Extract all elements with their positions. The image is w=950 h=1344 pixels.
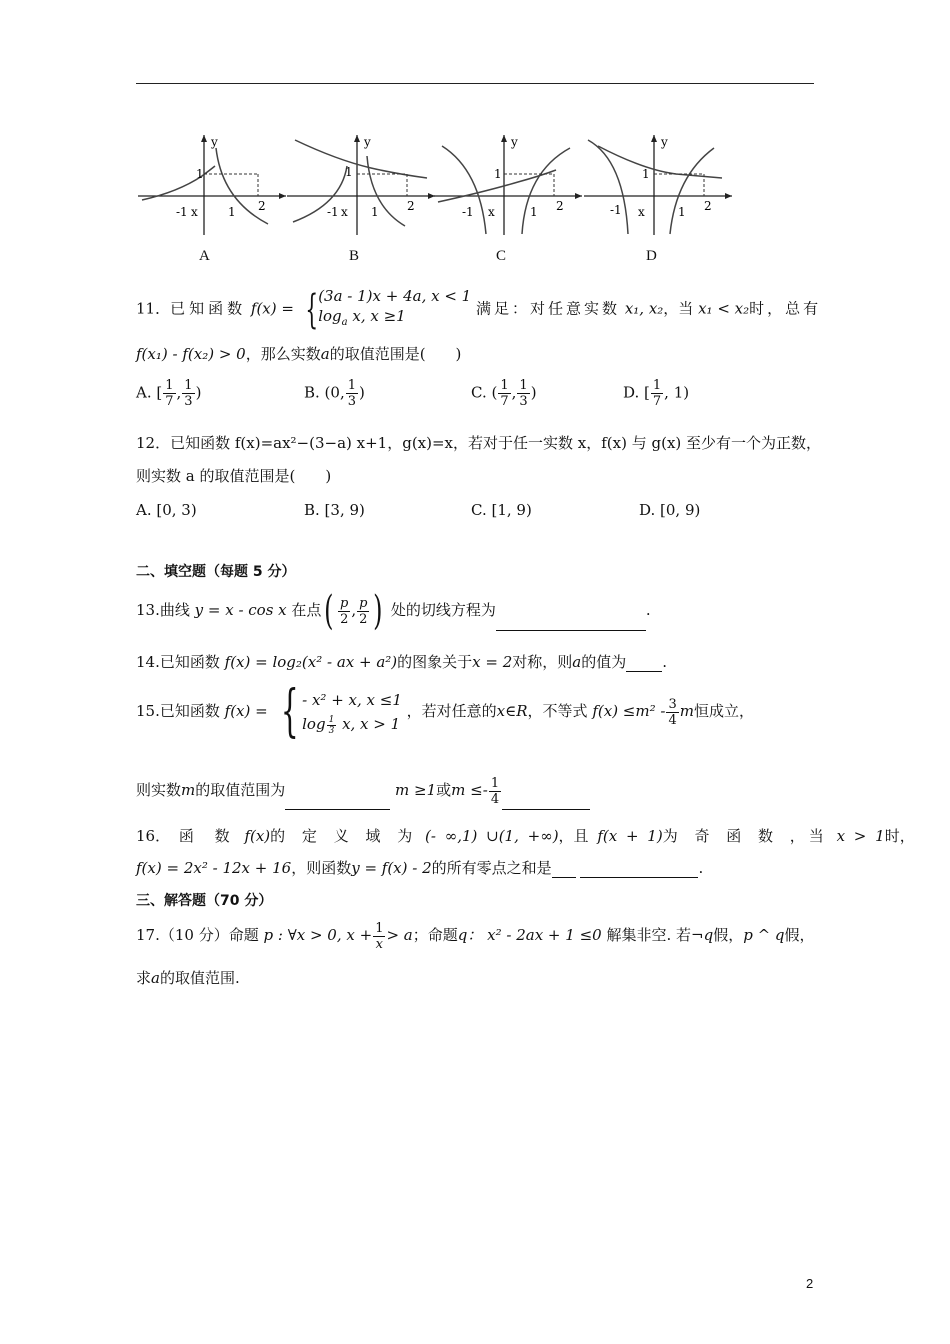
- q12-option-c: C. [1, 9): [471, 501, 532, 519]
- question-16: 16． 函 数 f(x)的 定 义 域 为 (- ∞,1) ∪(1, +∞)，且 f(x + 1)为 奇 函 数 ，当 x > 1时，: [136, 827, 915, 845]
- question-11: 11．已知函数 f(x) = {(3a - 1)x + 4a, x < 1 $\log_a x$, x ≥1 满足：对任意实数 x₁, x₂，当 x₁ < x₂时，总有: [136, 286, 822, 333]
- question-17: 17.（10 分）命题 p : ∀x > 0, x + $\frac{1}{x}$ > a；命题q： x² - 2ax + 1 ≤0 解集非空. 若¬q假，p ^ q假，: [136, 920, 815, 952]
- graph-option-b: [287, 130, 437, 240]
- q12-option-a: A. [0, 3): [136, 501, 197, 519]
- question-12-line2: 则实数 a 的取值范围是( ): [136, 467, 332, 485]
- q12-option-b: B. [3, 9): [304, 501, 365, 519]
- question-11-line2: f(x₁) - f(x₂) > 0，那么实数a的取值范围是( ): [136, 345, 462, 363]
- svg-text:2: 2: [407, 199, 415, 213]
- svg-text:y: y: [511, 135, 518, 149]
- question-14: 14.已知函数 f(x) = log₂(x² - ax + a²)的图象关于x = 2对称，则a的值为 .: [136, 653, 668, 671]
- svg-text:-1: -1: [610, 203, 622, 217]
- question-12: 12．已知函数 f(x)=ax²−(3−a) x+1，g(x)=x，若对于任一实数 x，f(x) 与 g(x) 至少有一个为正数，: [136, 434, 822, 452]
- question-16-line2: f(x) = 2x² - 12x + 16，则函数y = f(x) - 2的所有零点之和是 .: [136, 859, 704, 877]
- svg-text:y: y: [661, 135, 668, 149]
- tick-1: 1: [228, 205, 236, 219]
- svg-text:1: 1: [642, 167, 650, 181]
- graph-option-a: [138, 130, 288, 240]
- page-number: 2: [806, 1276, 814, 1291]
- x-axis-label: x: [191, 205, 198, 219]
- svg-text:x: x: [341, 205, 348, 219]
- svg-text:1: 1: [371, 205, 379, 219]
- q14-answer-blank: [626, 655, 662, 672]
- graph-option-d: [584, 130, 734, 240]
- section-2-heading: 二、填空题（每题 5 分）: [136, 564, 296, 580]
- question-13: 13.曲线 y = x - cos x 在点( $\frac{p}{2}$ , $\frac{p}{2}$ ) 处的切线方程为 .: [136, 588, 651, 634]
- y-axis-label: y: [211, 135, 218, 149]
- svg-text:1: 1: [494, 167, 502, 181]
- caption-c: C: [496, 248, 507, 264]
- svg-text:y: y: [364, 135, 371, 149]
- caption-b: B: [349, 248, 360, 264]
- q11-option-c: C. ( $\frac{1}{7}$ , $\frac{1}{3}$ ): [471, 378, 537, 409]
- caption-a: A: [199, 248, 210, 264]
- q12-option-d: D. [0, 9): [639, 501, 701, 519]
- q13-answer-blank: [496, 614, 646, 631]
- svg-text:2: 2: [704, 199, 712, 213]
- header-rule: [136, 83, 814, 84]
- svg-text:-1: -1: [462, 205, 474, 219]
- tick-1-y: 1: [196, 167, 204, 181]
- svg-text:-1: -1: [327, 205, 339, 219]
- svg-text:2: 2: [556, 199, 564, 213]
- graph-option-c: [434, 130, 584, 240]
- question-15-line2: 则实数m的取值范围为 m ≥1或m ≤- $\frac{1}{4}$: [136, 770, 590, 810]
- section-3-heading: 三、解答题（70 分）: [136, 893, 273, 909]
- caption-d: D: [646, 248, 657, 264]
- q16-answer-blank: [580, 861, 698, 878]
- question-15: 15.已知函数 f(x) = { - x² + x, x ≤1 log $\frac{1}{3}$ x, x > 1 ，若对任意的x∈R，不等式 f(x) ≤m² - $\frac{3}{4}$ m恒成立，: [136, 679, 754, 744]
- svg-text:x: x: [488, 205, 495, 219]
- svg-text:x: x: [638, 205, 645, 219]
- svg-text:1: 1: [530, 205, 538, 219]
- svg-text:1: 1: [345, 165, 353, 179]
- question-17-line2: 求a的取值范围.: [136, 969, 240, 987]
- tick-2: 2: [258, 199, 266, 213]
- q11-option-b: B. (0, $\frac{1}{3}$ ): [304, 378, 365, 409]
- tick-neg1: -1: [176, 205, 188, 219]
- svg-text:1: 1: [678, 205, 686, 219]
- q11-option-d: D. [ $\frac{1}{7}$ , 1): [623, 378, 690, 409]
- q11-option-a: A. [ $\frac{1}{7}$ , $\frac{1}{3}$ ): [136, 378, 202, 409]
